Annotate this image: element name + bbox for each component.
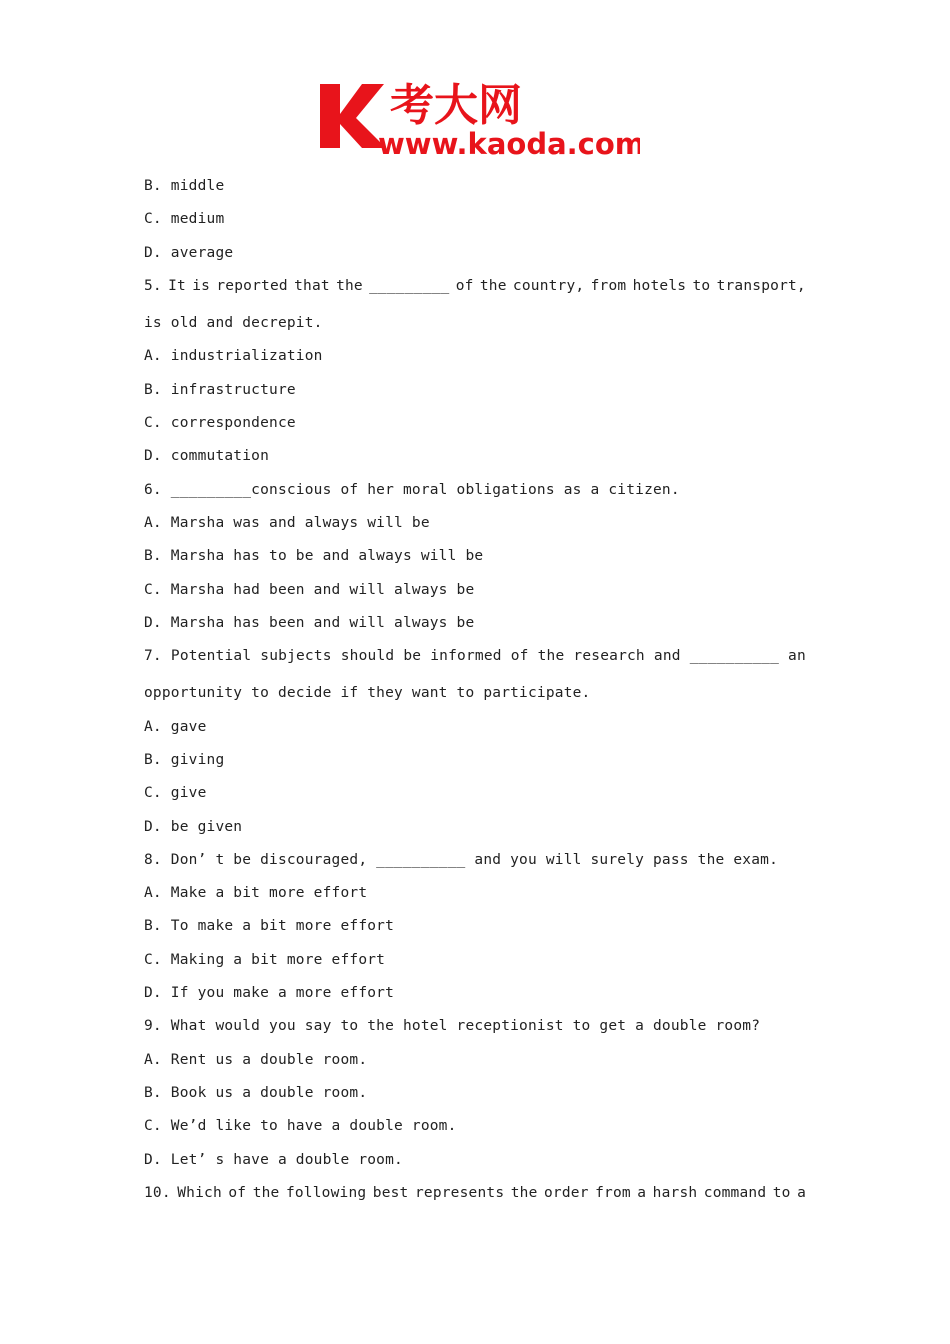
option-line: A. Make a bit more effort (144, 885, 368, 901)
question-7-line-2: opportunity to decide if they want to participate. (144, 685, 591, 701)
question-6: 6. _________conscious of her moral obligations as a citizen. (144, 482, 680, 498)
option-line: B. Book us a double room. (144, 1085, 368, 1101)
option-line: D. If you make a more effort (144, 985, 395, 1001)
option-line: B. infrastructure (144, 382, 296, 398)
kaoda-logo (318, 74, 640, 160)
option-line: B. Marsha has to be and always will be (144, 548, 484, 564)
logo-cn-text: 考大网 (390, 80, 522, 131)
option-line: A. Marsha was and always will be (144, 515, 430, 531)
option-line: C. correspondence (144, 415, 296, 431)
option-line: C. Making a bit more effort (144, 952, 386, 968)
option-line: D. average (144, 245, 234, 261)
question-10-line-1: 10. Which of the following best represents the order from a harsh command to a (144, 1185, 806, 1201)
option-line: C. give (144, 785, 207, 801)
question-8: 8. Don’ t be discouraged, __________ and you will surely pass the exam. (144, 852, 779, 868)
option-line: D. Let’ s have a double room. (144, 1152, 403, 1168)
question-5-line-1: 5. It is reported that the _________ of the country, from hotels to transport, (144, 278, 806, 294)
option-line: B. giving (144, 752, 225, 768)
option-line: D. be given (144, 819, 243, 835)
question-5-line-2: is old and decrepit. (144, 315, 323, 331)
option-line: C. We’d like to have a double room. (144, 1118, 457, 1134)
question-9: 9. What would you say to the hotel receptionist to get a double room? (144, 1018, 761, 1034)
kaoda-logo-graphic (318, 74, 640, 160)
question-7-line-1: 7. Potential subjects should be informed of the research and __________ an (144, 648, 806, 664)
option-line: D. Marsha has been and will always be (144, 615, 475, 631)
option-line: C. Marsha had been and will always be (144, 582, 475, 598)
option-line: A. gave (144, 719, 207, 735)
option-line: B. middle (144, 178, 225, 194)
logo-url-text: www.kaoda.com (378, 127, 640, 160)
option-line: A. industrialization (144, 348, 323, 364)
option-line: A. Rent us a double room. (144, 1052, 368, 1068)
option-line: D. commutation (144, 448, 270, 464)
option-line: B. To make a bit more effort (144, 918, 395, 934)
option-line: C. medium (144, 211, 225, 227)
